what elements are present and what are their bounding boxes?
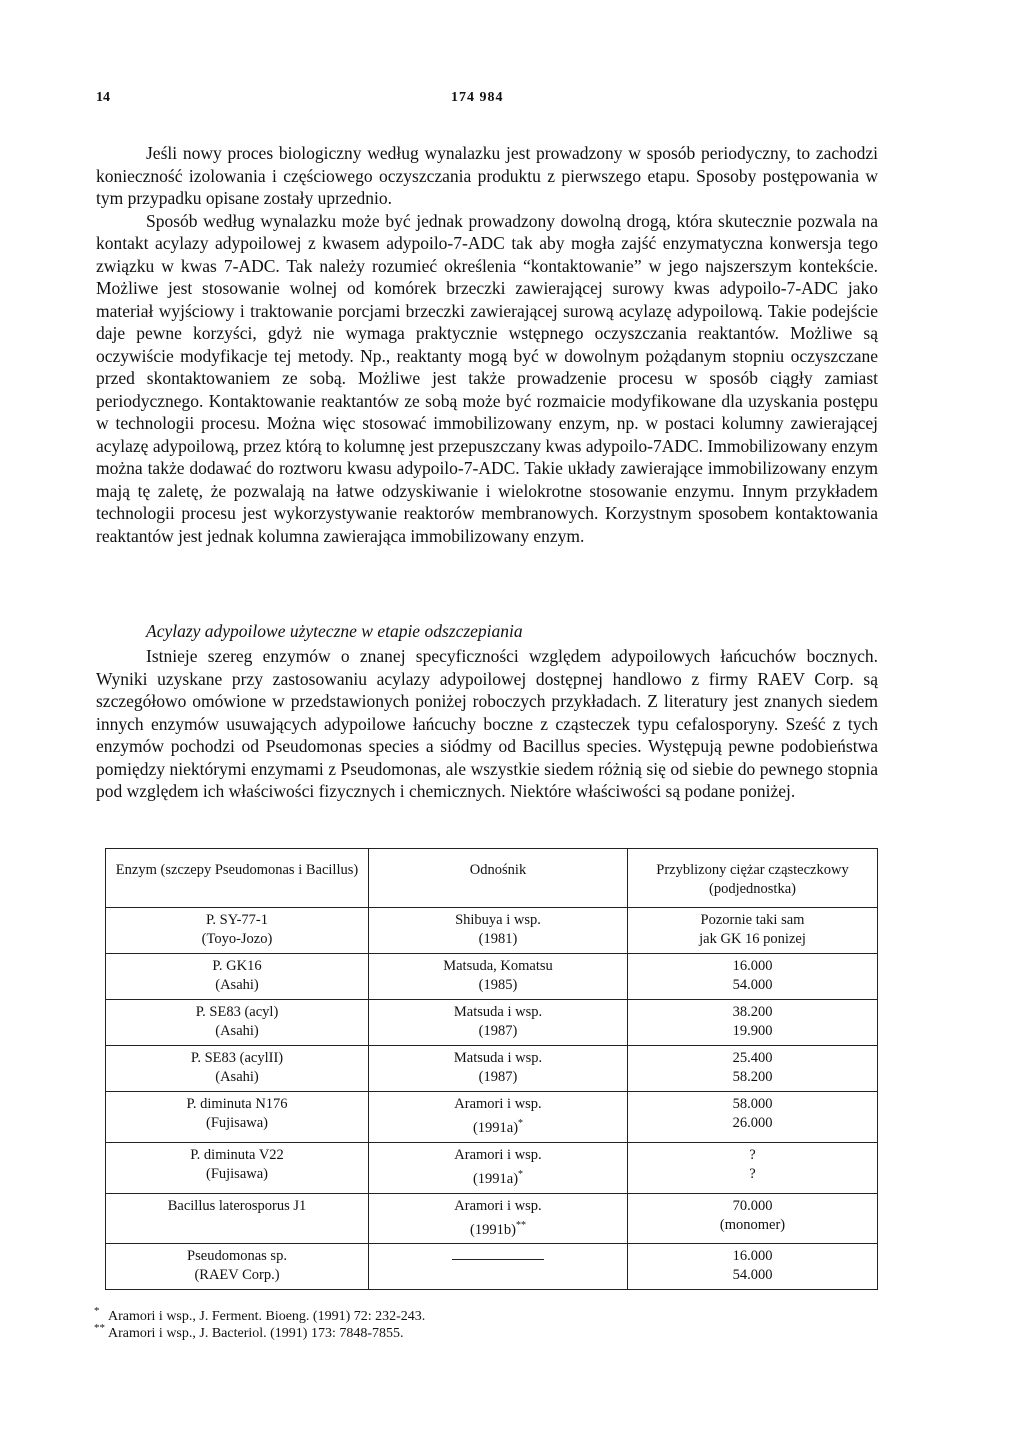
cell-line: 58.000 xyxy=(732,1096,773,1112)
cell-line: Pseudomonas sp. xyxy=(187,1248,287,1265)
weight-cell xyxy=(628,1244,878,1290)
intro-text xyxy=(96,142,878,547)
header-reference xyxy=(369,849,628,908)
footnote xyxy=(94,1322,425,1342)
section-title: Acylazy adypoilowe użyteczne w etapie odszczepiania xyxy=(146,621,523,641)
table-row xyxy=(106,1193,878,1244)
cell-line: P. SE83 (acyl) xyxy=(195,1004,279,1020)
enzyme-cell xyxy=(106,954,369,1000)
weight-cell xyxy=(628,1046,878,1092)
table-row xyxy=(106,908,878,954)
cell-line: Matsuda i wsp. xyxy=(453,1004,543,1020)
cell-line: 54.000 xyxy=(732,977,773,993)
reference-year: (1991a) xyxy=(472,1119,519,1136)
enzyme-cell xyxy=(106,1193,369,1244)
reference-cell xyxy=(369,954,628,1000)
footnote xyxy=(94,1305,426,1325)
cell-line: (monomer) xyxy=(719,1216,786,1233)
table-row xyxy=(106,954,878,1000)
reference-cell xyxy=(369,1244,628,1290)
cell-line: (Fujisawa) xyxy=(205,1165,268,1182)
page-number: 14 xyxy=(96,90,110,105)
enzyme-cell xyxy=(106,1000,369,1046)
weight-cell xyxy=(628,1092,878,1143)
table-header-row xyxy=(106,849,878,908)
cell-line: P. diminuta N176 xyxy=(186,1096,288,1112)
header-weight xyxy=(628,849,878,908)
cell-line: Aramori i wsp. xyxy=(454,1197,542,1214)
enzyme-cell xyxy=(106,1046,369,1092)
cell-line: (Asahi) xyxy=(215,977,259,993)
footnote-marker: * xyxy=(518,1118,524,1129)
enzyme-cell xyxy=(106,1142,369,1193)
cell-line: P. SY-77-1 xyxy=(205,912,269,928)
cell-line: 19.900 xyxy=(732,1023,773,1039)
header-line: (szczepy Pseudomonas i Bacillus) xyxy=(160,862,359,878)
cell-line: (Fujisawa) xyxy=(205,1115,268,1131)
reference-cell xyxy=(369,1193,628,1244)
cell-line: ? xyxy=(749,1165,756,1182)
cell-line: 54.000 xyxy=(732,1267,773,1284)
cell-line xyxy=(373,1165,623,1189)
footnote-text: Aramori i wsp., J. Ferment. Bioeng. (1991) 72: 232-243. xyxy=(108,1309,426,1324)
footnote-marker: * xyxy=(518,1168,524,1180)
cell-line: Aramori i wsp. xyxy=(454,1146,542,1163)
cell-line: (1985) xyxy=(478,977,518,993)
enzyme-cell xyxy=(106,908,369,954)
cell-line: Shibuya i wsp. xyxy=(455,912,541,928)
enzyme-cell xyxy=(106,1092,369,1143)
header-line: Enzym xyxy=(115,862,157,878)
weight-cell xyxy=(628,954,878,1000)
empty-reference-dash xyxy=(452,1247,544,1260)
reference-year: (1991b) xyxy=(470,1221,516,1238)
weight-cell xyxy=(628,1193,878,1244)
cell-line: Matsuda i wsp. xyxy=(453,1050,543,1066)
reference-cell xyxy=(369,1000,628,1046)
reference-year: (1991a) xyxy=(472,1170,519,1187)
cell-line: P. SE83 (acylII) xyxy=(190,1050,284,1066)
page-header xyxy=(96,90,928,114)
footnote-marker: * xyxy=(94,1305,100,1317)
reference-cell xyxy=(369,1092,628,1143)
footnote-marker: ** xyxy=(515,1219,526,1231)
weight-cell xyxy=(628,908,878,954)
cell-line: 16.000 xyxy=(732,958,773,974)
reference-cell xyxy=(369,908,628,954)
header-line: Przyblizony ciężar cząsteczkowy xyxy=(656,862,849,878)
cell-line: (Asahi) xyxy=(215,1023,259,1039)
footnote-marker: ** xyxy=(94,1322,105,1334)
section-acylases xyxy=(96,620,878,803)
enzyme-table xyxy=(105,848,878,1290)
cell-line: (RAEV Corp.) xyxy=(194,1267,280,1284)
cell-line: 38.200 xyxy=(732,1004,773,1020)
cell-line xyxy=(373,1216,623,1240)
section-paragraph: Istnieje szereg enzymów o znanej specyficzności względem adypoilowych łańcuchów bocznych. Wyniki uzyskane przy zastosowaniu acylazy adypoilowej dostępnej handlowo z firmy RAEV Corp. są szczegółowo omówione w przedstawionych poniżej roboczych przykładach. Z literatury jest znanych siedem innych enzymów usuwających adypoilowe łańcuchy boczne z cząsteczek typu cefalosporyny. Sześć z tych enzymów pochodzi od Pseudomonas species a siódmy od Bacillus species. Występują pewne podobieństwa pomiędzy niektórymi enzymami z Pseudomonas, ale wszystkie siedem różnią się od siebie do pewnego stopnia pod względem ich właściwości fizycznych i chemicznych. Niektóre właściwości są podane poniżej. xyxy=(96,646,878,801)
cell-line xyxy=(373,1114,623,1138)
cell-line: Pozornie taki sam xyxy=(700,912,805,928)
table-row xyxy=(106,1244,878,1290)
enzyme-cell xyxy=(106,1244,369,1290)
cell-line: 70.000 xyxy=(732,1197,773,1214)
cell-line: Bacillus laterosporus J1 xyxy=(167,1197,307,1214)
cell-line: P. diminuta V22 xyxy=(190,1146,284,1163)
weight-cell xyxy=(628,1142,878,1193)
cell-line: (1987) xyxy=(478,1069,518,1085)
weight-cell xyxy=(628,1000,878,1046)
footnote-text: Aramori i wsp., J. Bacteriol. (1991) 173: 7848-7855. xyxy=(108,1326,404,1341)
cell-line: Matsuda, Komatsu xyxy=(443,958,553,974)
intro-paragraph: Jeśli nowy proces biologiczny według wynalazku jest prowadzony w sposób periodyczny, to zachodzi konieczność izolowania i częściowego oczyszczania produktu z pierwszego etapu. Sposoby postępowania w tym przypadku opisane zostały uprzednio. xyxy=(96,143,878,208)
cell-line: Aramori i wsp. xyxy=(454,1096,542,1112)
intro-paragraph: Sposób według wynalazku może być jednak prowadzony dowolną drogą, która skutecznie pozwala na kontakt acylazy adypoilowej z kwasem adypoilo-7-ADC tak aby mogła zajść enzymatyczna konwersja tego związku w kwas 7-ADC. Tak należy rozumieć określenia “kontaktowanie” w jego najszerszym kontekście. Możliwe jest stosowanie wolnej od komórek brzeczki zawierającej surowy kwas adypoilo-7-ADC jako materiał wyjściowy i traktowanie porcjami brzeczki zawierającej surową acylazę adypoilową. Takie podejście daje pewne korzyści, gdyż nie wymaga praktycznie wstępnego oczyszczania reaktantów. Możliwe są oczywiście modyfikacje tej metody. Np., reaktanty mogą być w dowolnym pożądanym stopniu oczyszczane przed skontaktowaniem ze sobą. Możliwe jest także prowadzenie procesu w sposób ciągły zamiast periodycznego. Kontaktowanie reaktantów ze sobą może być rozmaicie modyfikowane dla uzyskania postępu w technologii procesu. Można więc stosować immobilizowany enzym, np. w postaci kolumny zawierającej acylazę adypoilową, przez którą to kolumnę jest przepuszczany kwas adypoilo-7ADC. Immobilizowany enzym można także dodawać do roztworu kwasu adypoilo-7-ADC. Takie układy zawierające immobilizowany enzym mają tę zaletę, że pozwalają na łatwe odzyskiwanie i wielokrotne stosowanie enzymu. Innym przykładem technologii procesu jest wykorzystywanie reaktorów membranowych. Korzystnym sposobem kontaktowania reaktantów jest jednak kolumna zawierająca immobilizowany enzym. xyxy=(96,210,878,546)
reference-cell xyxy=(369,1046,628,1092)
header-line: Odnośnik xyxy=(469,862,527,878)
cell-line: (Toyo-Jozo) xyxy=(201,931,273,947)
cell-line: (1987) xyxy=(478,1023,518,1039)
cell-line: 16.000 xyxy=(732,1248,773,1265)
reference-cell xyxy=(369,1142,628,1193)
patent-number: 174 984 xyxy=(451,90,504,105)
cell-line: ? xyxy=(749,1146,756,1163)
cell-line: 25.400 xyxy=(732,1050,773,1066)
header-enzyme xyxy=(106,849,369,908)
table-row xyxy=(106,1142,878,1193)
cell-line: P. GK16 xyxy=(212,958,262,974)
cell-line: (Asahi) xyxy=(215,1069,259,1085)
table-row xyxy=(106,1092,878,1143)
table-row xyxy=(106,1000,878,1046)
table-row xyxy=(106,1046,878,1092)
cell-line: 26.000 xyxy=(732,1115,773,1131)
cell-line: jak GK 16 ponizej xyxy=(699,931,806,947)
cell-line: 58.200 xyxy=(732,1069,773,1085)
footnotes xyxy=(94,1305,426,1342)
cell-line: (1981) xyxy=(478,931,518,947)
header-line: (podjednostka) xyxy=(709,881,796,897)
